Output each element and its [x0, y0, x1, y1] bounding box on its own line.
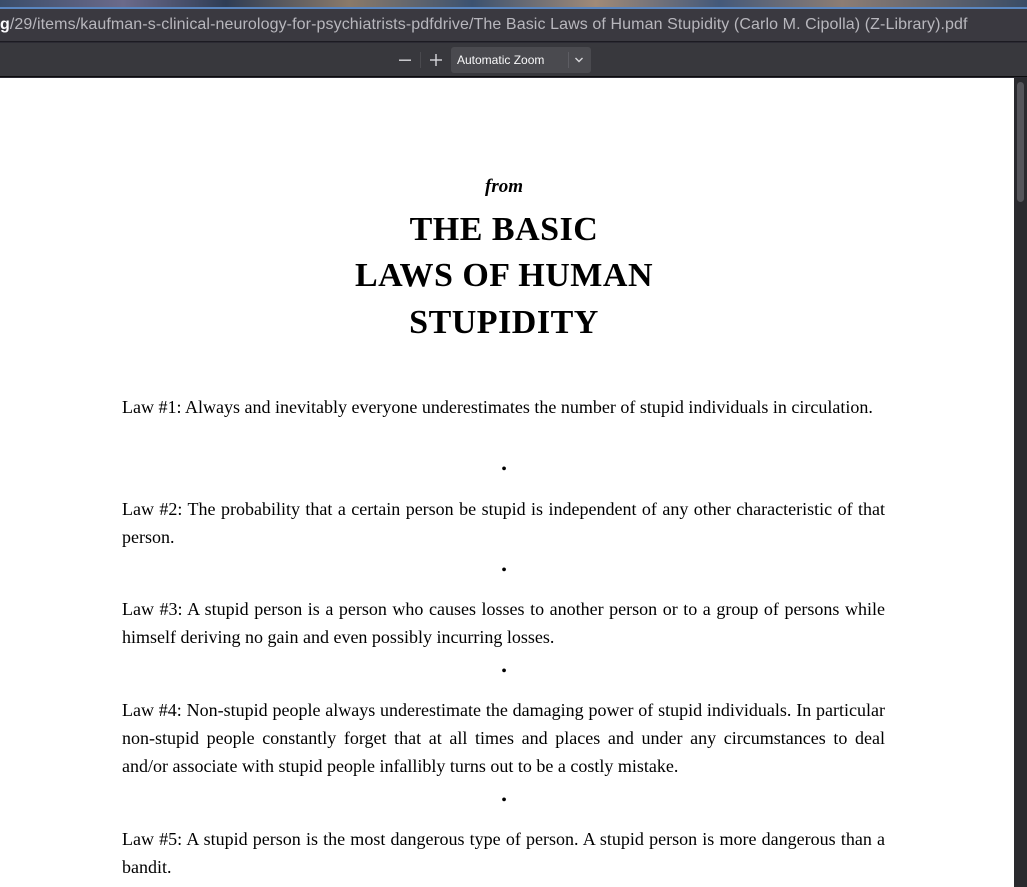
zoom-in-button[interactable]	[422, 49, 450, 71]
url-host: g	[0, 16, 10, 33]
law-2-paragraph: Law #2: The probability that a certain person be stupid is independent of any other characteristic of that person.	[122, 499, 885, 547]
law-3-paragraph: Law #3: A stupid person is a person who causes losses to another person or to a group of persons while himself deriving no gain and even possibly incurring losses.	[122, 599, 885, 647]
pdf-viewer[interactable]	[0, 78, 1027, 887]
law-5-paragraph: Law #5: A stupid person is the most dangerous type of person. A stupid person is more dangerous than a bandit.	[122, 829, 885, 877]
minus-icon	[398, 53, 412, 67]
law-1-paragraph: Law #1: Always and inevitably everyone underestimates the number of stupid individuals in circulation.	[122, 397, 873, 417]
separator-bullet: •	[501, 792, 507, 809]
chevron-down-icon	[574, 55, 584, 65]
address-bar[interactable]	[0, 9, 1027, 42]
pdf-page	[0, 78, 1014, 887]
url-path: /29/items/kaufman-s-clinical-neurology-for-psychiatrists-pdfdrive/The Basic Laws of Human Stupidity (Carlo M. Cipolla) (Z-Library).pdf	[9, 16, 968, 33]
title-line-3: STUPIDITY	[409, 304, 599, 341]
plus-icon	[429, 53, 443, 67]
desktop-wallpaper-strip	[0, 0, 1027, 9]
zoom-select-divider	[568, 52, 569, 68]
from-label: from	[485, 176, 523, 197]
law-4-paragraph: Law #4: Non-stupid people always underestimate the damaging power of stupid individuals. In particular non-stupid people constantly forget that at all times and places and under any circumstances to deal and/or associate with stupid people infallibly turns out to be a costly mistake.	[122, 700, 885, 776]
separator-bullet: •	[501, 663, 507, 680]
toolbar-separator	[420, 52, 421, 68]
separator-bullet: •	[501, 461, 507, 478]
zoom-select[interactable]	[451, 47, 591, 73]
zoom-select-value: Automatic Zoom	[457, 53, 545, 67]
title-line-1: THE BASIC	[409, 211, 599, 248]
scrollbar-thumb[interactable]	[1017, 82, 1024, 202]
zoom-out-button[interactable]	[391, 49, 419, 71]
title-line-2: LAWS OF HUMAN	[354, 257, 654, 294]
separator-bullet: •	[501, 562, 507, 579]
vertical-scrollbar[interactable]	[1014, 78, 1027, 887]
pdf-toolbar	[0, 43, 1027, 77]
